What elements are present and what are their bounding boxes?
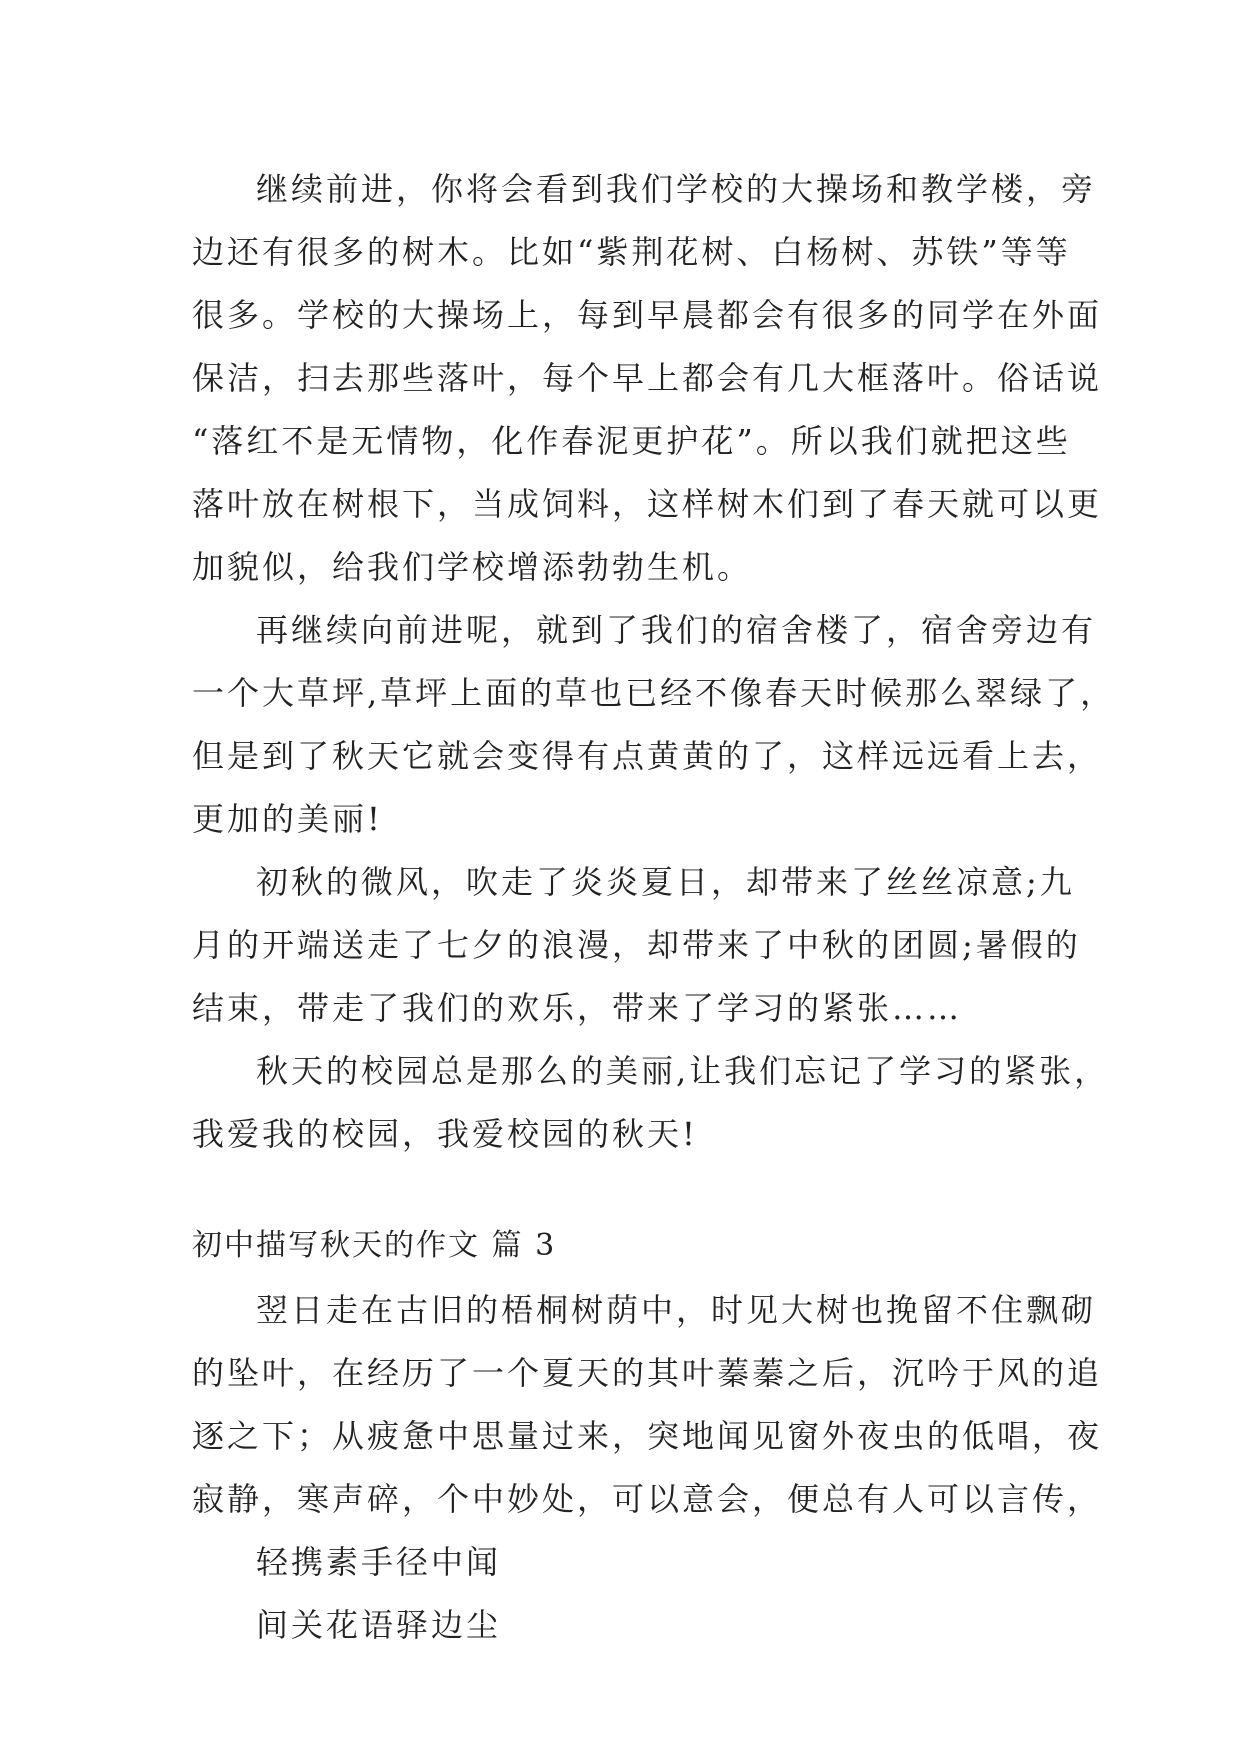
paragraph-line: 但是到了秋天它就会变得有点黄黄的了，这样远远看上去， bbox=[192, 737, 1103, 775]
paragraph-line: 我爱我的校园，我爱校园的秋天! bbox=[192, 1115, 698, 1153]
paragraph-line: 逐之下；从疲惫中思量过来，突地闻见窗外夜虫的低唱，夜 bbox=[192, 1417, 1103, 1455]
paragraph-line: 寂静，寒声碎，个中妙处，可以意会，便总有人可以言传， bbox=[192, 1480, 1103, 1518]
paragraph-line: 再继续向前进呢，就到了我们的宿舍楼了，宿舍旁边有 bbox=[256, 611, 1097, 649]
poem-line: 轻携素手径中闻 bbox=[256, 1543, 502, 1581]
paragraph-line: 一个大草坪,草坪上面的草也已经不像春天时候那么翠绿了， bbox=[192, 674, 1116, 712]
paragraph-line: 秋天的校园总是那么的美丽,让我们忘记了学习的紧张， bbox=[256, 1052, 1110, 1090]
paragraph-line: 初秋的微风，吹走了炎炎夏日，却带来了丝丝凉意;九 bbox=[256, 863, 1075, 901]
paragraph-line: 结束，带走了我们的欢乐，带来了学习的紧张…… bbox=[192, 989, 963, 1027]
poem-line: 间关花语驿边尘 bbox=[256, 1606, 502, 1644]
section-heading: 初中描写秋天的作文 篇 3 bbox=[192, 1228, 557, 1263]
paragraph-line: 保洁，扫去那些落叶，每个早上都会有几大框落叶。俗话说 bbox=[192, 359, 1103, 397]
paragraph-line: 边还有很多的树木。比如“紫荆花树、白杨树、苏铁”等等 bbox=[192, 233, 1071, 271]
paragraph-line: 更加的美丽! bbox=[192, 800, 383, 838]
paragraph-line: 翌日走在古旧的梧桐树荫中，时见大树也挽留不住飘砌 bbox=[256, 1291, 1097, 1329]
paragraph-line: 很多。学校的大操场上，每到早晨都会有很多的同学在外面 bbox=[192, 296, 1103, 334]
paragraph-line: 继续前进，你将会看到我们学校的大操场和教学楼，旁 bbox=[256, 170, 1097, 208]
paragraph-line: 加貌似，给我们学校增添勃勃生机。 bbox=[192, 548, 753, 586]
paragraph-line: “落红不是无情物，化作春泥更护花”。所以我们就把这些 bbox=[192, 422, 1071, 460]
paragraph-line: 落叶放在树根下，当成饲料，这样树木们到了春天就可以更 bbox=[192, 485, 1103, 523]
paragraph-line: 的坠叶，在经历了一个夏天的其叶蓁蓁之后，沉吟于风的追 bbox=[192, 1354, 1103, 1392]
paragraph-line: 月的开端送走了七夕的浪漫，却带来了中秋的团圆;暑假的 bbox=[192, 926, 1081, 964]
